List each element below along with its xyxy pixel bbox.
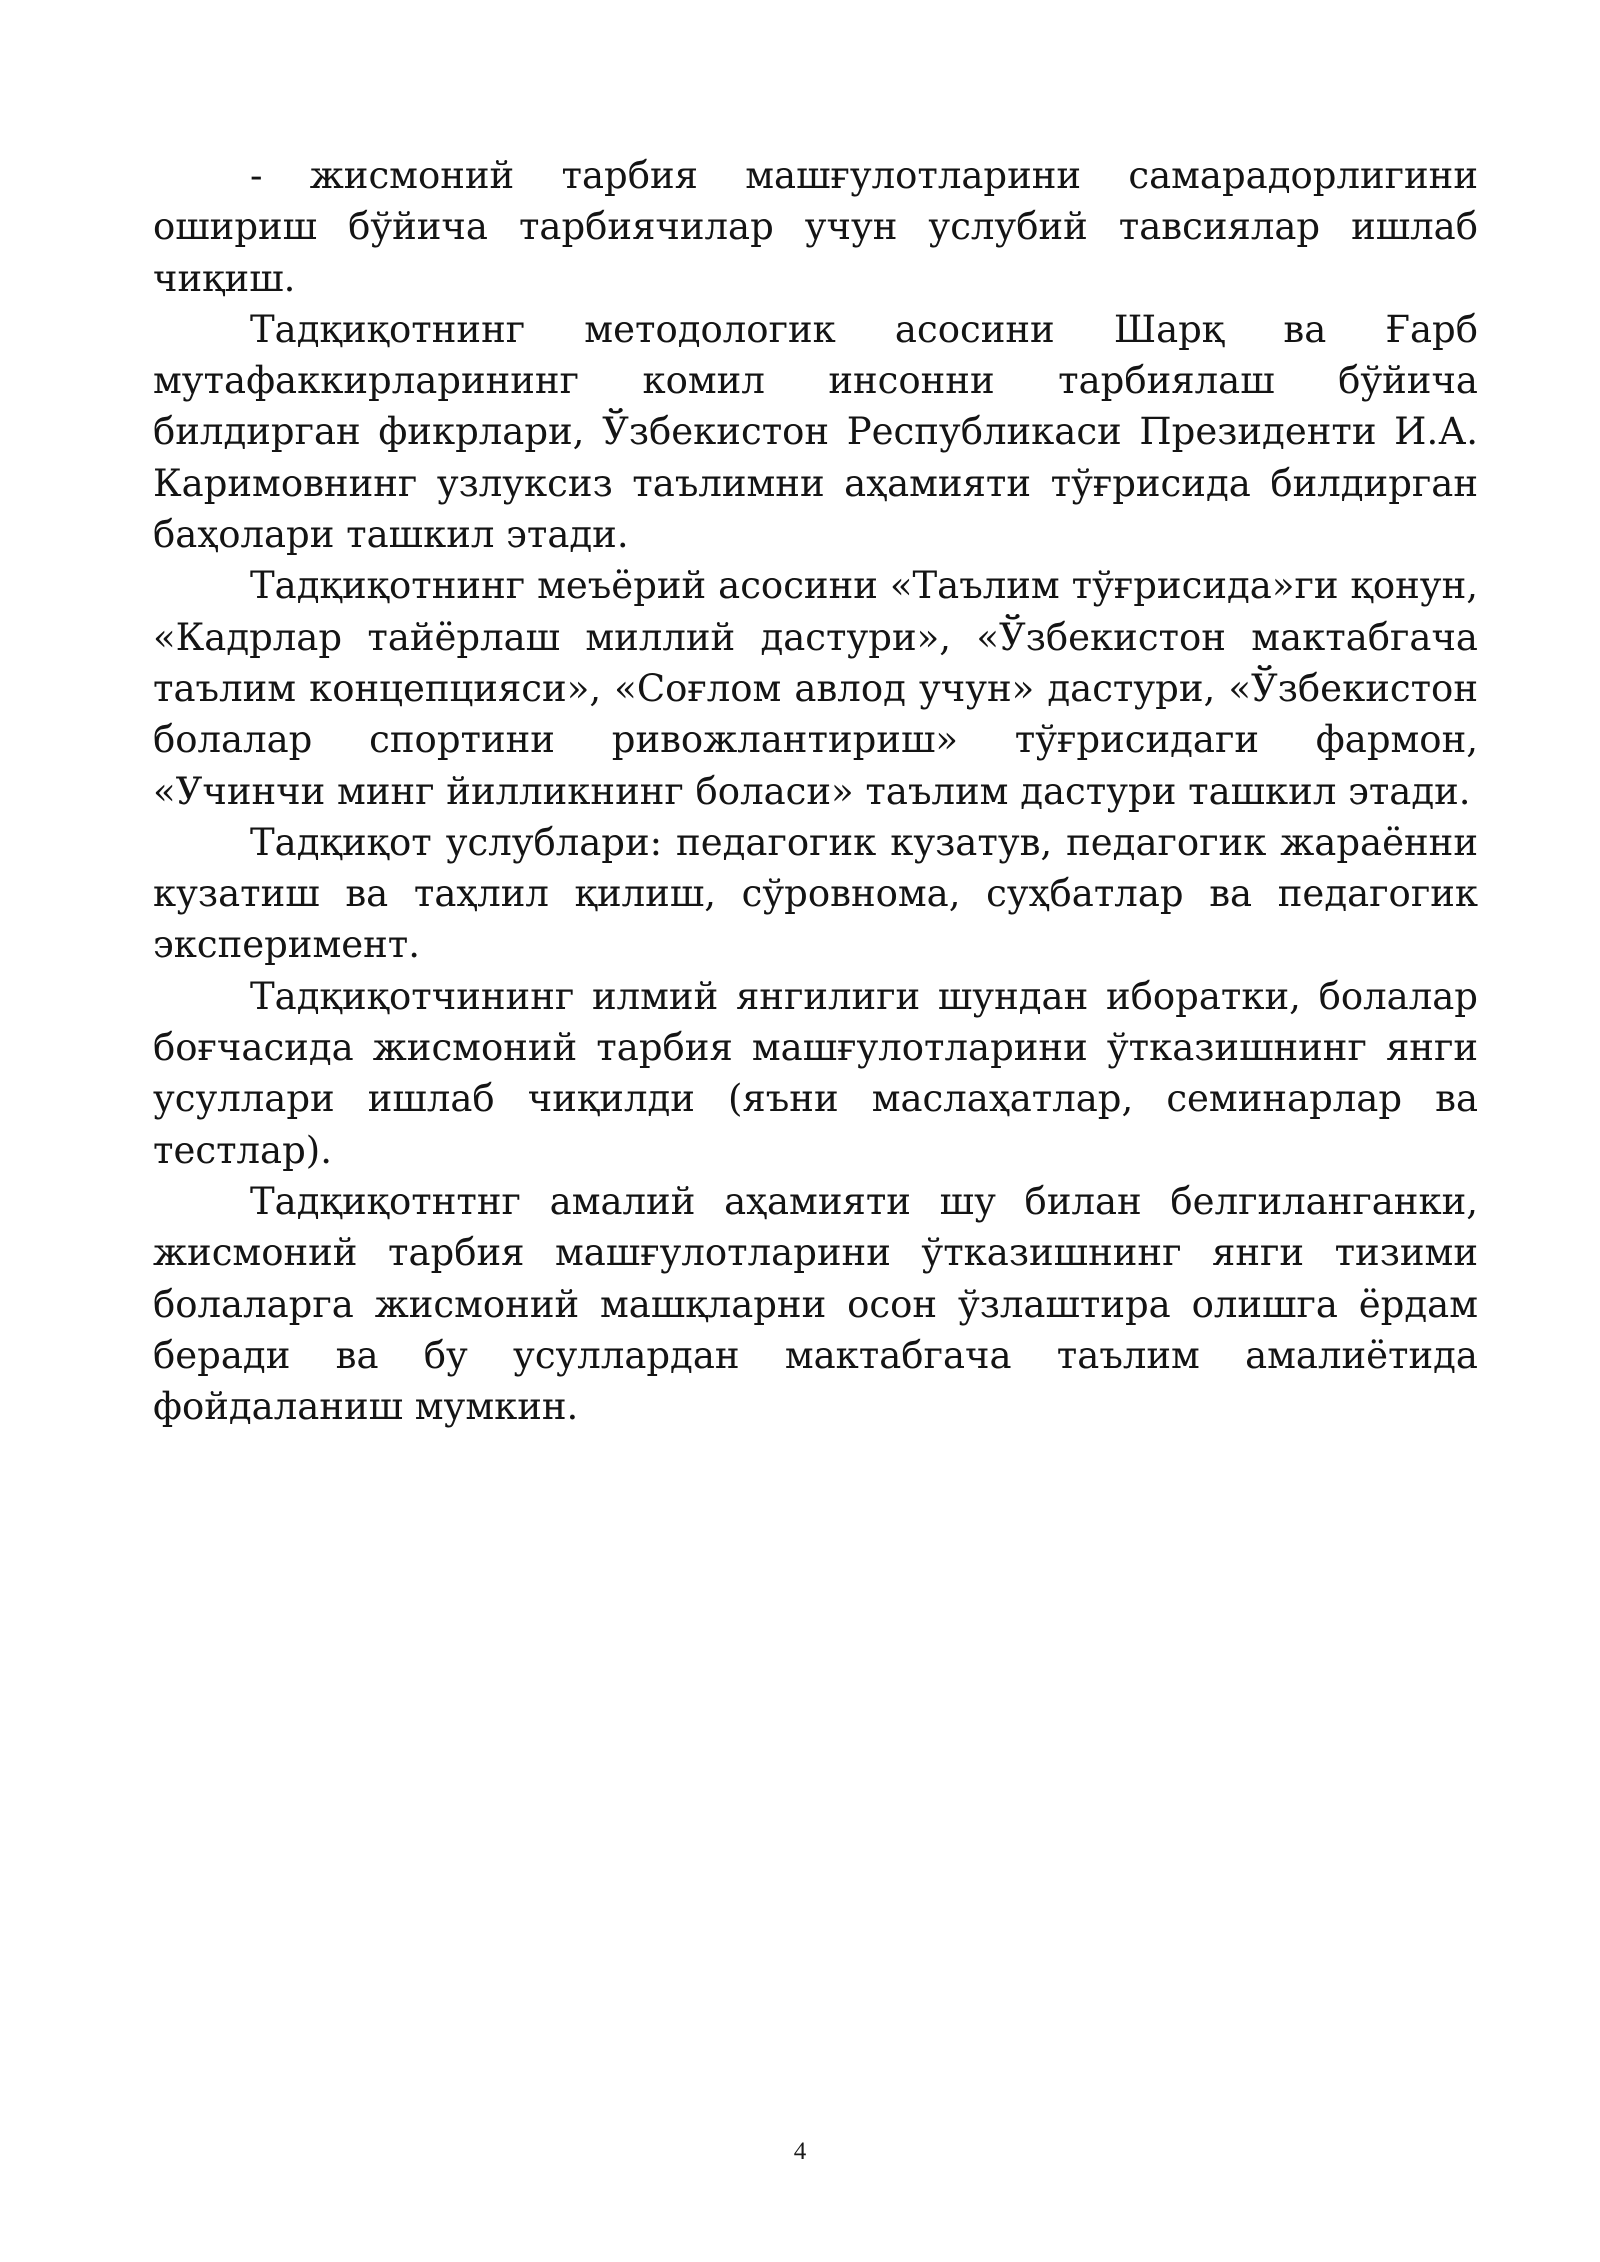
paragraph-recommendations: - жисмоний тарбия машғулотларини самарадорлигини ошириш бўйича тарбиячилар учун услубий тавсиялар ишлаб чиқиш. bbox=[153, 154, 1478, 300]
paragraph-normative-basis: Тадқиқотнинг меъёрий асосини «Таълим тўғрисида»ги қонун, «Кадрлар тайёрлаш миллий дастури», «Ўзбекистон мактабгача таълим концепцияси», «Соғлом авлод учун» дастури, «Ўзбекистон болалар спортини ривожлантириш» тўғрисидаги фармон, «Учинчи минг йилликнинг боласи» таълим дастури ташкил этади. bbox=[153, 564, 1478, 813]
paragraph-scientific-novelty: Тадқиқотчининг илмий янгилиги шундан иборатки, болалар боғчасида жисмоний тарбия машғулотларини ўтказишнинг янги усуллари ишлаб чиқилди (яъни маслаҳатлар, семинарлар ва тестлар). bbox=[153, 974, 1478, 1172]
page-number: 4 bbox=[793, 2138, 807, 2165]
document-body bbox=[153, 150, 1478, 1432]
paragraph-practical-significance: Тадқиқотнтнг амалий аҳамияти шу билан белгиланганки, жисмоний тарбия машғулотларини ўтказишнинг янги тизими болаларга жисмоний машқларни осон ўзлаштира олишга ёрдам беради ва бу усуллардан мактабгача таълим амалиётида фойдаланиш мумкин. bbox=[153, 1179, 1478, 1429]
paragraph-research-methods: Тадқиқот услублари: педагогик кузатув, педагогик жараённи кузатиш ва таҳлил қилиш, сўровнома, суҳбатлар ва педагогик эксперимент. bbox=[153, 820, 1478, 967]
paragraph-methodology: Тадқиқотнинг методологик асосини Шарқ ва Ғарб мутафаккирларининг комил инсонни тарбиялаш бўйича билдирган фикрлари, Ўзбекистон Республикаси Президенти И.А. Каримовнинг узлуксиз таълимни аҳамияти тўғрисида билдирган баҳолари ташкил этади. bbox=[153, 307, 1478, 557]
